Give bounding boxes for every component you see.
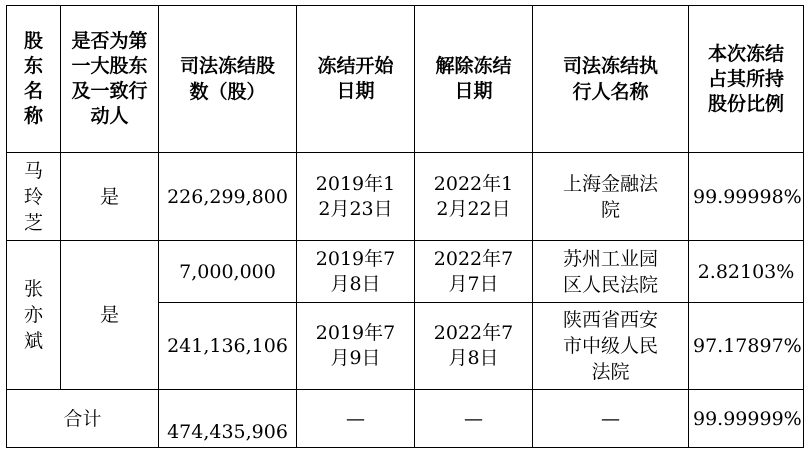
total-ratio: 99.99999% <box>689 390 804 448</box>
header-row <box>7 6 804 153</box>
header-shareholder-name: 股东名称 <box>7 6 61 153</box>
cell-shareholder-name: 马玲芝 <box>7 153 61 241</box>
cell-ratio: 2.82103% <box>689 241 804 303</box>
cell-ratio: 99.99998% <box>689 153 804 241</box>
cell-is-largest: 是 <box>61 241 159 390</box>
total-label: 合计 <box>7 390 159 448</box>
cell-start-date: 2019年7月9日 <box>297 303 415 390</box>
cell-shareholder-name: 张亦斌 <box>7 241 61 390</box>
total-row <box>7 390 804 448</box>
cell-frozen-shares: 241,136,106 <box>159 303 297 390</box>
cell-start-date: 2019年7月8日 <box>297 241 415 303</box>
table-row <box>7 241 804 303</box>
table-row <box>7 153 804 241</box>
cell-start-date: 2019年12月23日 <box>297 153 415 241</box>
total-executor: — <box>533 390 689 448</box>
cell-release-date: 2022年7月7日 <box>415 241 533 303</box>
header-executor: 司法冻结执行人名称 <box>533 6 689 153</box>
cell-release-date: 2022年12月22日 <box>415 153 533 241</box>
cell-frozen-shares: 7,000,000 <box>159 241 297 303</box>
header-freeze-release-date: 解除冻结日期 <box>415 6 533 153</box>
cell-executor: 陕西省西安市中级人民法院 <box>533 303 689 390</box>
total-start-date: — <box>297 390 415 448</box>
total-frozen-shares: 474,435,906 <box>159 390 297 448</box>
judicial-freeze-table <box>6 5 804 448</box>
total-release-date: — <box>415 390 533 448</box>
cell-ratio: 97.17897% <box>689 303 804 390</box>
header-freeze-start-date: 冻结开始日期 <box>297 6 415 153</box>
cell-executor: 苏州工业园区人民法院 <box>533 241 689 303</box>
header-freeze-ratio: 本次冻结占其所持股份比例 <box>689 6 804 153</box>
cell-is-largest: 是 <box>61 153 159 241</box>
cell-frozen-shares: 226,299,800 <box>159 153 297 241</box>
header-frozen-shares: 司法冻结股数（股） <box>159 6 297 153</box>
cell-executor: 上海金融法院 <box>533 153 689 241</box>
cell-release-date: 2022年7月8日 <box>415 303 533 390</box>
header-is-largest-shareholder: 是否为第一大股东及一致行动人 <box>61 6 159 153</box>
